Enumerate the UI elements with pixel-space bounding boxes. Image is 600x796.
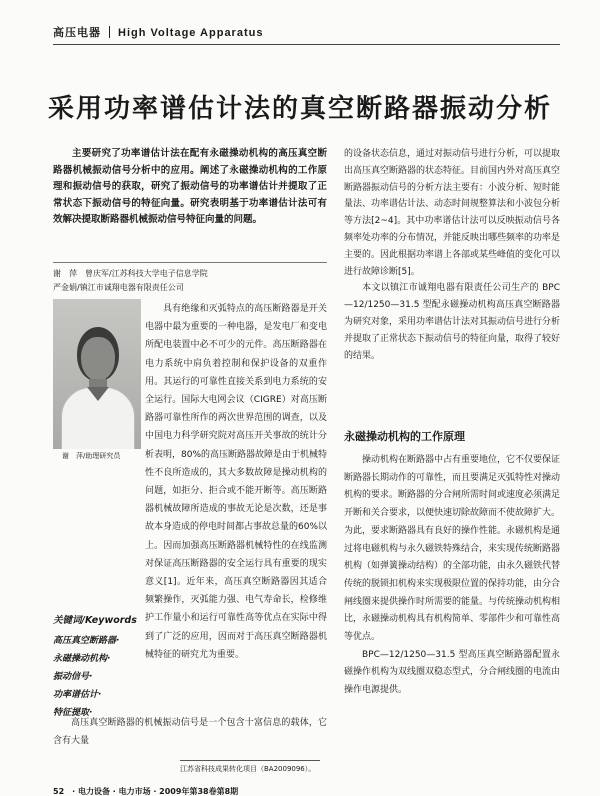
right-paragraph-2: 本文以镇江市诚翔电器有限责任公司生产的 BPC—12/1250—31.5 型配永磁操动机构高压真空断路器为研究对象，采用功率谱估计法对其振动信号进行分析并提取了正常状态下振动信号的特征向量，取得了较好的结果。 (344, 283, 561, 361)
journal-name-cn: 高压电器 (53, 26, 101, 39)
right-paragraph-1: 的设备状态信息，通过对振动信号进行分析，可以提取出高压真空断路器的状态特征。目前国内外对高压真空断路器振动信号的分析方法主要有：小波分析、短时能量法、功率谱估计法、动态时间规整算法和小波包分析等方法[2~4]。其中功率谱估计法可以反映振动信号各频率处功率的分布情况，并能反映出哪些频率的功率是主要的。因此根据功率谱上各部或某些峰值的变化可以进行故障诊断[5]。 (344, 149, 561, 277)
author-rule (53, 262, 327, 263)
running-header (53, 24, 263, 40)
footnote-rule (180, 760, 320, 761)
keyword-item: 高压真空断路器· (53, 636, 120, 646)
section-body (344, 452, 560, 700)
keywords-block (53, 612, 139, 722)
keyword-item: 永磁操动机构· (53, 654, 111, 664)
funding-note: 江苏省科技成果转化项目（BA2009096）。 (180, 765, 316, 773)
photo-caption: 谢 萍/助理研究员 (62, 452, 121, 460)
author-line-2: 严金娟/镇江市诚翔电器有限责任公司 (53, 283, 184, 292)
keyword-item: 功率谱估计· (53, 690, 102, 700)
author-photo (53, 299, 141, 449)
keywords-title: 关键词/Keywords (53, 615, 137, 626)
keyword-item: 特征提取· (53, 708, 93, 718)
journal-name-en: High Voltage Apparatus (118, 27, 264, 39)
abstract: 主要研究了功率谱估计法在配有永磁操动机构的高压真空断路器机械振动信号分析中的应用。阐述了永磁操动机构的工作原理和振动信号的获取，研究了振动信号的功率谱估计并提取了正常状态下振动信号的特征向量。研究表明基于功率谱估计法可有效解决提取断路器机械振动信号特征向量的问题。 (53, 148, 327, 226)
article-title: 采用功率谱估计法的真空断路器振动分析 (47, 94, 552, 124)
keyword-item: 振动信号· (53, 672, 93, 682)
author-block (53, 262, 327, 295)
page-footer: 52 · 电力设备 · 电力市场 · 2009年第38卷第8期 (53, 787, 239, 796)
body-text-right (344, 146, 560, 364)
section-paragraph-2: BPC—12/1250—31.5 型高压真空断路器配置永磁操作机构为双线圈双稳态型式，分合闸线圈的电流由操作电源提供。 (344, 649, 561, 696)
header-rule (53, 44, 560, 45)
header-divider (109, 26, 110, 38)
section-heading: 永磁操动机构的工作原理 (344, 430, 465, 443)
section-paragraph-1: 操动机构在断路器中占有重要地位，它不仅要保证断路器长期动作的可靠性，而且要满足灭弧特性对操动机构的要求。断路器的分合闸所需时间或速度必须满足开断和关合要求，以便快速切除故障而不使故障扩大。为此，要求断路器具有良好的操作性能。永磁机构是通过将电磁机构与永久磁铁特殊结合，来实现传统断路器机构（如弹簧操动结构）的全部功能，由永久磁铁代替传统的脱锁扣机构来实现极限位置的保持功能，由分合闸线圈来提供操作时所需要的能量。与传统操动机构相比，永磁操动机构具有机构简单、零部件少和可靠性高等优点。 (344, 455, 561, 643)
intro-paragraph-2: 高压真空断路器的机械振动信号是一个包含十富信息的载体，它含有大量 (53, 718, 327, 747)
intro-paragraph: 具有绝缘和灭弧特点的高压断路器是开关电器中最为重要的一种电器，是发电厂和变电所配电装置中必不可少的元件。高压断路器在电力系统中肩负着控制和保护设备的双重作用。其运行的可靠性直接关系到电力系统的安全运行。国际大电网会议（CIGRE）对高压断路器可靠性所作的两次世界范围的调查，以及中国电力科学研究院对高压开关事故的统计分析表明，80%的高压断路器故障是由于机械特性不良所造成的，其大多数故障是操动机构的问题，如拒分、拒合或不能开断等。高压断路器机械故障所造成的事故无论是次数，还是事故本身造成的停电时间都占事故总量的60%以上。因而加强高压断路器机械特性的在线监测对保证高压断路器的安全运行具有重要的现实意义[1]。近年来，高压真空断路器因其适合频繁操作，灭弧能力强、电气寿命长，检修维护工作量小和运行可靠性高等优点在实际中得到了广泛的应用，因而对于高压真空断路器机械特征的研究尤为重要。 (145, 304, 328, 660)
author-line-1: 谢 萍 曾庆军/江苏科技大学电子信息学院 (53, 269, 208, 278)
